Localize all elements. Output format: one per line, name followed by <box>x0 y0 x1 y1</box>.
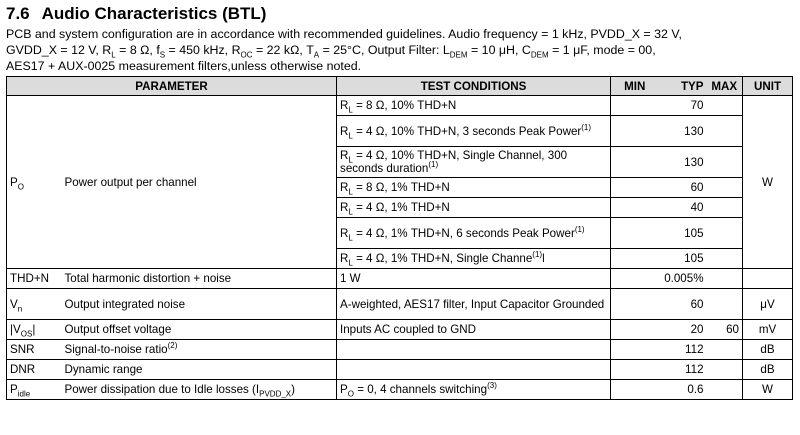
max-cell <box>707 380 743 400</box>
audio-characteristics-table <box>6 76 793 400</box>
param-vn: Output integrated noise <box>62 289 337 320</box>
header-unit: UNIT <box>743 77 793 96</box>
intro-sub: S <box>159 50 166 60</box>
cond-text: = 0, 4 channels switching <box>353 383 488 396</box>
typ-cell: 0.005% <box>659 269 707 289</box>
cond-sub: L <box>348 232 353 242</box>
typ-cell: 20 <box>659 320 707 340</box>
param-sub: PVDD_X <box>259 389 292 399</box>
unit-cell: mV <box>743 320 793 340</box>
param-text: ) <box>291 383 296 396</box>
symbol-dnr: DNR <box>7 360 62 380</box>
symbol-sub: O <box>17 181 24 191</box>
section-heading <box>6 4 794 24</box>
symbol-text: |V <box>10 323 21 336</box>
condition-cell <box>337 360 611 380</box>
header-parameter: PARAMETER <box>7 77 337 96</box>
cond-text: = 8 Ω, 1% THD+N <box>352 181 450 194</box>
cond-text: = 8 Ω, 10% THD+N <box>352 99 457 112</box>
cond-text: l <box>542 252 545 265</box>
table-row <box>7 289 793 320</box>
footnote-ref: (1) <box>428 160 439 170</box>
max-cell <box>707 178 743 198</box>
typ-cell: 105 <box>659 218 707 249</box>
intro-sub: A <box>313 50 320 60</box>
param-text: Power dissipation due to Idle losses (I <box>64 383 260 396</box>
min-cell <box>611 360 659 380</box>
max-cell <box>707 96 743 116</box>
typ-cell: 130 <box>659 116 707 147</box>
cond-sub: L <box>348 105 353 115</box>
footnote-ref: (1) <box>581 122 592 132</box>
max-cell: 60 <box>707 320 743 340</box>
min-cell <box>611 380 659 400</box>
intro-paragraph <box>6 26 794 74</box>
condition-cell: 1 W <box>337 269 611 289</box>
cond-sub: O <box>347 389 354 399</box>
typ-cell: 105 <box>659 249 707 269</box>
typ-cell: 40 <box>659 198 707 218</box>
condition-cell <box>337 147 611 178</box>
intro-line-1: PCB and system configuration are in accordance with recommended guidelines. Audio frequency = 1 kHz, PVDD_X = 32 V, <box>6 27 682 41</box>
cond-sub: L <box>348 258 353 268</box>
cond-text: R <box>340 99 349 112</box>
cond-text: R <box>340 124 349 138</box>
min-cell <box>611 198 659 218</box>
intro-sub: DEM <box>449 50 468 60</box>
table-row <box>7 380 793 400</box>
symbol-vos <box>7 320 62 340</box>
min-cell <box>611 289 659 320</box>
param-vos: Output offset voltage <box>62 320 337 340</box>
condition-cell <box>337 96 611 116</box>
section-number: 7.6 <box>6 4 30 23</box>
cond-text: R <box>340 252 349 265</box>
symbol-snr: SNR <box>7 340 62 360</box>
header-test-conditions: TEST CONDITIONS <box>337 77 611 96</box>
typ-cell: 70 <box>659 96 707 116</box>
min-cell <box>611 96 659 116</box>
intro-text: = 450 kHz, R <box>165 43 241 57</box>
param-text: Signal-to-noise ratio <box>64 343 168 356</box>
unit-cell: μV <box>743 289 793 320</box>
symbol-text: P <box>10 383 18 396</box>
section-title: Audio Characteristics (BTL) <box>41 4 267 23</box>
typ-cell: 112 <box>659 340 707 360</box>
footnote-ref: (1) <box>574 224 585 234</box>
intro-text: = 10 μH, C <box>467 43 531 57</box>
unit-cell: dB <box>743 360 793 380</box>
min-cell <box>611 320 659 340</box>
intro-text: GVDD_X = 12 V, R <box>6 43 112 57</box>
cond-sub: L <box>348 155 353 165</box>
table-row <box>7 320 793 340</box>
unit-cell <box>743 269 793 289</box>
unit-po: W <box>743 96 793 269</box>
condition-cell <box>337 249 611 269</box>
typ-cell: 60 <box>659 289 707 320</box>
min-cell <box>611 269 659 289</box>
min-cell <box>611 116 659 147</box>
condition-cell <box>337 198 611 218</box>
min-cell <box>611 218 659 249</box>
max-cell <box>707 249 743 269</box>
symbol-text: | <box>32 323 36 336</box>
cond-text: = 4 Ω, 10% THD+N, 3 seconds Peak Power <box>352 124 582 138</box>
param-thdn: Total harmonic distortion + noise <box>62 269 337 289</box>
footnote-ref: (2) <box>167 341 178 351</box>
condition-cell <box>337 218 611 249</box>
intro-sub: DEM <box>530 50 549 60</box>
symbol-sub: n <box>17 303 23 313</box>
cond-text: = 4 Ω, 1% THD+N, Single Channe <box>352 252 533 265</box>
typ-cell: 112 <box>659 360 707 380</box>
cond-sub: L <box>348 130 353 140</box>
intro-line-3: AES17 + AUX-0025 measurement filters,unless otherwise noted. <box>6 59 362 73</box>
symbol-pidle <box>7 380 62 400</box>
symbol-text: V <box>10 297 18 311</box>
table-row <box>7 340 793 360</box>
max-cell <box>707 218 743 249</box>
intro-sub: L <box>111 50 116 60</box>
min-cell <box>611 147 659 178</box>
table-row <box>7 269 793 289</box>
symbol-sub: OS <box>20 329 33 339</box>
cond-sub: L <box>348 207 353 217</box>
param-pidle <box>62 380 337 400</box>
max-cell <box>707 289 743 320</box>
intro-text: = 22 kΩ, T <box>252 43 314 57</box>
max-cell <box>707 269 743 289</box>
param-dnr: Dynamic range <box>62 360 337 380</box>
min-cell <box>611 249 659 269</box>
param-snr <box>62 340 337 360</box>
symbol-vn <box>7 289 62 320</box>
table-row <box>7 360 793 380</box>
header-typ: TYP <box>659 77 707 96</box>
symbol-text: P <box>10 175 18 189</box>
cond-text: R <box>340 226 349 240</box>
min-cell <box>611 178 659 198</box>
unit-cell: dB <box>743 340 793 360</box>
cond-text: R <box>340 181 349 194</box>
min-cell <box>611 340 659 360</box>
typ-cell: 60 <box>659 178 707 198</box>
max-cell <box>707 147 743 178</box>
intro-text: = 1 μF, mode = 00, <box>548 43 656 57</box>
cond-text: = 4 Ω, 1% THD+N <box>352 201 450 214</box>
cond-text: = 4 Ω, 1% THD+N, 6 seconds Peak Power <box>352 226 575 240</box>
condition-cell <box>337 178 611 198</box>
typ-cell: 0.6 <box>659 380 707 400</box>
cond-text: P <box>340 383 348 396</box>
footnote-ref: (3) <box>487 381 497 391</box>
max-cell <box>707 198 743 218</box>
max-cell <box>707 116 743 147</box>
max-cell <box>707 360 743 380</box>
cond-text: = 4 Ω, 10% THD+N, Single Channel, 300 seconds duration <box>340 149 568 175</box>
header-max: MAX <box>707 77 743 96</box>
typ-cell: 130 <box>659 147 707 178</box>
condition-cell: A-weighted, AES17 filter, Input Capacitor Grounded <box>337 289 611 320</box>
intro-text: = 8 Ω, f <box>115 43 160 57</box>
footnote-ref: (1) <box>532 250 543 260</box>
symbol-po <box>7 96 62 269</box>
max-cell <box>707 340 743 360</box>
unit-cell: W <box>743 380 793 400</box>
table-row <box>7 96 793 116</box>
condition-cell <box>337 116 611 147</box>
cond-sub: L <box>348 187 353 197</box>
intro-sub: OC <box>240 50 253 60</box>
header-min: MIN <box>611 77 659 96</box>
condition-cell <box>337 380 611 400</box>
condition-cell: Inputs AC coupled to GND <box>337 320 611 340</box>
intro-text: = 25°C, Output Filter: L <box>319 43 450 57</box>
param-po: Power output per channel <box>62 96 337 269</box>
symbol-thdn: THD+N <box>7 269 62 289</box>
symbol-sub: idle <box>17 389 31 399</box>
condition-cell <box>337 340 611 360</box>
cond-text: R <box>340 201 349 214</box>
cond-text: R <box>340 149 349 162</box>
